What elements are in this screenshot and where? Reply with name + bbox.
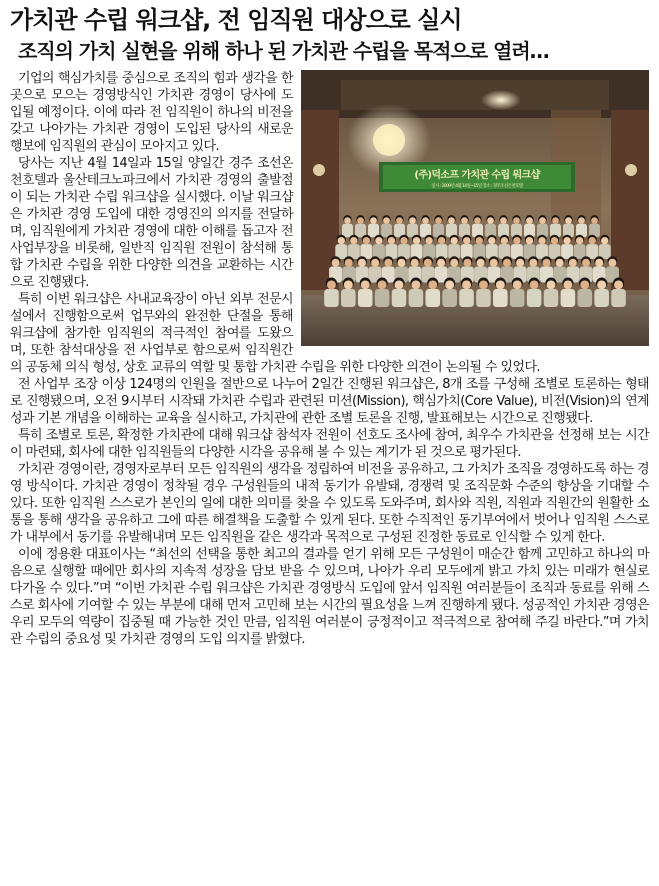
person-face <box>563 237 570 244</box>
person-face <box>388 237 395 244</box>
person-face <box>400 237 407 244</box>
person-face <box>539 217 546 224</box>
person-face <box>450 259 458 267</box>
person-body <box>442 289 457 307</box>
person-face <box>477 259 485 267</box>
person-face <box>357 217 364 224</box>
person-face <box>438 237 445 244</box>
person-face <box>608 259 616 267</box>
person-face <box>589 237 596 244</box>
person-face <box>344 217 351 224</box>
person-face <box>350 237 357 244</box>
person-face <box>503 259 511 267</box>
person-face <box>437 259 445 267</box>
person-body <box>510 289 525 307</box>
person-body <box>611 289 626 307</box>
person-face <box>463 259 471 267</box>
person-face <box>565 217 572 224</box>
person-face <box>513 237 520 244</box>
person-face <box>409 217 416 224</box>
person-body <box>425 289 440 307</box>
person-face <box>448 217 455 224</box>
person-face <box>378 280 387 289</box>
person-face <box>463 237 470 244</box>
person-face <box>538 237 545 244</box>
person-body <box>375 289 390 307</box>
person-face <box>529 259 537 267</box>
person-body <box>574 244 586 259</box>
person-face <box>371 259 379 267</box>
person-face <box>383 217 390 224</box>
person-body <box>341 289 356 307</box>
person-face <box>551 237 558 244</box>
person-face <box>461 217 468 224</box>
person-face <box>500 217 507 224</box>
person-face <box>422 217 429 224</box>
paragraph: 전 사업부 조장 이상 124명의 인원을 절반으로 나누어 2일간 진행된 워크샵은, 8개 조를 구성해 조별로 토론하는 형태로 진행됐으며, 오전 9시부터 시작돼 가치관 수립과 관련된 미션(Mission), 핵심가치(Core Value), 비전(Vision)의 연계성과 기본 개념을 이해하는 교육을 실시하고, 가치관에 관한 조별 토론을 진행, 발표해보는 시간으로 진행됐다. <box>10 377 649 426</box>
person-face <box>445 280 454 289</box>
person-face <box>327 280 336 289</box>
person-face <box>358 259 366 267</box>
person-face <box>591 217 598 224</box>
person-face <box>451 237 458 244</box>
person-face <box>501 237 508 244</box>
person-face <box>332 259 340 267</box>
group-photo-image <box>301 70 649 346</box>
person-face <box>601 237 608 244</box>
person-face <box>476 237 483 244</box>
person-body <box>561 289 576 307</box>
person-body <box>392 289 407 307</box>
banner-subtitle: 일시 : 2009년 4월 14일~15일 장소 : 경주조선온천호텔 <box>431 184 523 189</box>
person-face <box>563 280 572 289</box>
person-face <box>516 259 524 267</box>
person-face <box>344 280 353 289</box>
person-face <box>479 280 488 289</box>
person-face <box>513 217 520 224</box>
person-face <box>488 237 495 244</box>
person-body <box>493 289 508 307</box>
person-face <box>614 280 623 289</box>
person-body <box>476 289 491 307</box>
person-face <box>474 217 481 224</box>
person-body <box>459 289 474 307</box>
person-body <box>544 289 559 307</box>
paragraph: 특히 이번 워크샵은 사내교육장이 아닌 외부 전문시설에서 진행함으로써 업무와의 완전한 단절을 통해 워크샵에 참가한 임직원의 적극적인 참여를 도왔으며, 또한 참석대상을 전 사업부로 함으로써 임직원간의 공동체 의식 형성, 상호 교류의 역할 및 통합 가치관 수립을 위한 다양한 의견이 논의될 수 있었다. <box>10 292 540 375</box>
person-face <box>543 259 551 267</box>
person-face <box>582 259 590 267</box>
person-face <box>411 280 420 289</box>
article-subtitle: 조직의 가치 실현을 위해 하나 된 가치관 수립을 목적으로 열려… <box>18 39 549 63</box>
person-face <box>530 280 539 289</box>
person-face <box>395 280 404 289</box>
person-body <box>358 289 373 307</box>
person-face <box>424 259 432 267</box>
person-face <box>462 280 471 289</box>
person-face <box>556 259 564 267</box>
person-body <box>342 224 353 237</box>
person-face <box>547 280 556 289</box>
person-face <box>396 217 403 224</box>
person-face <box>490 259 498 267</box>
paragraph: 가치관 경영이란, 경영자로부터 모든 임직원의 생각을 정립하여 비전을 공유하고, 그 가치가 조직을 경영하도록 하는 경영 방식이다. 가치관 경영이 정착될 경우 구성원들의 내적 동기가 유발돼, 경쟁력 및 조직문화 수준의 향상을 기대할 수 있다. 또한 임직원 스스로가 본인의 일에 대한 의미를 찾을 수 있도록 도와주며, 회사와 직원, 직원과 직원간의 원활한 소통을 통해 생각을 공유하고 그에 따른 해결책을 도출할 수 있게 된다. 또한 수직적인 동기부여에서 벗어나 임직원 스스로가 내부에서 동기를 유발해내며 모든 임직원을 같은 생각과 목적으로 구성된 진정한 동료로 인식할 수 있게 한다. <box>10 462 649 545</box>
person-face <box>595 259 603 267</box>
person-face <box>361 280 370 289</box>
person-face <box>384 259 392 267</box>
person-face <box>526 217 533 224</box>
person-face <box>370 217 377 224</box>
person-face <box>398 259 406 267</box>
person-face <box>576 237 583 244</box>
person-face <box>428 280 437 289</box>
person-face <box>413 237 420 244</box>
article-body <box>10 70 649 648</box>
banner-title: (주)덕소프 가치관 수립 워크샵 <box>414 170 540 181</box>
person-face <box>345 259 353 267</box>
person-face <box>597 280 606 289</box>
person-body <box>409 289 424 307</box>
paragraph: 당사는 지난 4월 14일과 15일 양일간 경주 조선온천호텔과 울산테크노파크에서 가치관 경영의 출발점이 되는 가치관 수립 워크샵을 실시했다. 이날 워크샵은 가치관 경영 도입에 대한 경영진의 의지를 전달하며, 임직원에게 가치관 경영에 대한 이해를 돕고자 전 사업부장을 비롯해, 일반직 임직원 전원이 참석해 통합 가치관 수립을 위한 다양한 의견을 교환하는 시간으로 진행됐다. <box>10 156 293 290</box>
person-body <box>324 289 339 307</box>
person-face <box>435 217 442 224</box>
paragraph: 기업의 핵심가치를 중심으로 조직의 힘과 생각을 한 곳으로 모으는 경영방식인 가치관 경영이 당사에 도입될 예정이다. 이에 따라 전 임직원이 하나의 비전을 갖고 나아가는 가치관 경영이 도입된 당사의 새로운 행보에 임직원의 관심이 모아지고 있다. <box>10 71 293 154</box>
person-face <box>580 280 589 289</box>
person-face <box>411 259 419 267</box>
article-title: 가치관 수립 워크샵, 전 임직원 대상으로 실시 <box>10 6 462 34</box>
person-face <box>375 237 382 244</box>
person-face <box>487 217 494 224</box>
paragraph: 이에 정용환 대표이사는 “최선의 선택을 통한 최고의 결과를 얻기 위해 모든 구성원이 매순간 함께 고민하고 하나의 마음으로 실행할 때에만 회사의 지속적 성장을 담보 받을 수 있으며, 나아가 우리 모두에게 밝고 가치 있는 미래가 현실로 다가올 수 있다.”며 “이번 가치관 수립 워크샵은 가치관 경영방식 도입에 앞서 임직원 여러분들이 조직과 동료를 위해 스스로 회사에 기여할 수 있는 부분에 대해 먼저 고민해 보는 시간의 필요성을 느껴 진행하게 됐다. 성공적인 가치관 경영은 우리 모두의 역량이 집중될 때 가능한 것인 만큼, 임직원 여러분이 긍정적이고 적극적으로 참여해 주길 바란다.”며 가치관 수립의 중요성 및 가치관 경영의 도입 의지를 밝혔다. <box>10 547 649 647</box>
paragraph: 특히 조별로 토론, 확정한 가치관에 대해 워크샵 참석자 전원이 선호도 조사에 참여, 최우수 가치관을 선정해 보는 시간이 마련돼, 회사에 대한 임직원들의 다양한 시각을 공유해 볼 수 있는 계기가 된 것으로 평가된다. <box>10 428 649 460</box>
person-body <box>594 289 609 307</box>
person-face <box>496 280 505 289</box>
group-photo <box>301 70 649 346</box>
person-face <box>526 237 533 244</box>
person-face <box>578 217 585 224</box>
person-face <box>552 217 559 224</box>
person-face <box>513 280 522 289</box>
person-face <box>425 237 432 244</box>
person-face <box>338 237 345 244</box>
person-body <box>577 289 592 307</box>
person-body <box>527 289 542 307</box>
person-face <box>363 237 370 244</box>
person-face <box>569 259 577 267</box>
